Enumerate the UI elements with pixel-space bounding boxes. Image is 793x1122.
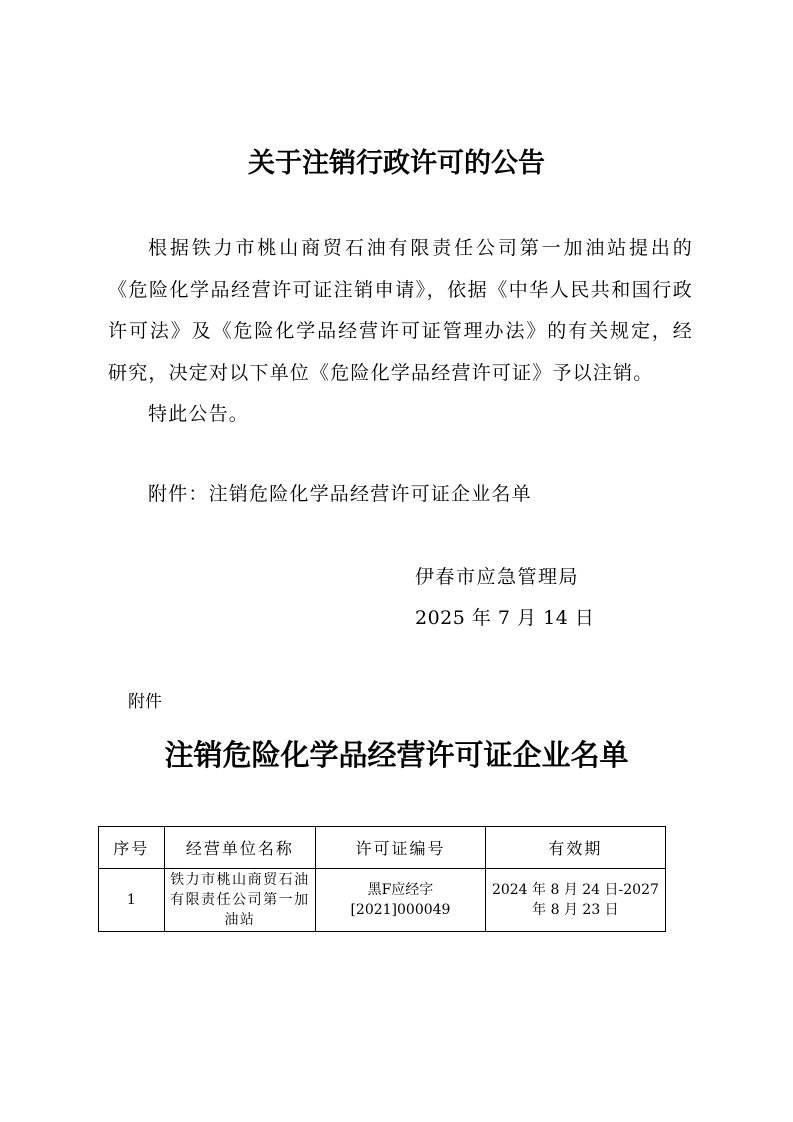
cell-validity: 2024 年 8 月 24 日-2027 年 8 月 23 日 bbox=[485, 869, 665, 932]
table-header-row bbox=[99, 827, 666, 869]
annex-label: 附件 bbox=[128, 692, 162, 712]
header-validity: 有效期 bbox=[485, 827, 665, 869]
signature-organization: 伊春市应急管理局 bbox=[415, 566, 580, 588]
cell-company-name: 铁力市桃山商贸石油有限责任公司第一加油站 bbox=[164, 869, 315, 932]
table-row bbox=[99, 869, 666, 932]
notice-closing: 特此公告。 bbox=[148, 403, 250, 425]
header-license-number: 许可证编号 bbox=[316, 827, 486, 869]
license-table bbox=[98, 826, 666, 932]
attachment-note: 附件：注销危险化学品经营许可证企业名单 bbox=[148, 483, 532, 505]
notice-paragraph: 根据铁力市桃山商贸石油有限责任公司第一加油站提出的《危险化学品经营许可证注销申请》，依据《中华人民共和国行政许可法》及《危险化学品经营许可证管理办法》的有关规定，经研究，决定对以下单位《危险化学品经营许可证》予以注销。 bbox=[108, 237, 693, 384]
cell-serial: 1 bbox=[99, 869, 165, 932]
notice-title: 关于注销行政许可的公告 bbox=[248, 148, 545, 179]
notice-body bbox=[108, 228, 693, 436]
signature-date: 2025 年 7 月 14 日 bbox=[415, 607, 595, 629]
header-serial: 序号 bbox=[99, 827, 165, 869]
header-company-name: 经营单位名称 bbox=[164, 827, 315, 869]
annex-title: 注销危险化学品经营许可证企业名单 bbox=[164, 738, 629, 772]
cell-license-number: 黑F应经字[2021]000049 bbox=[316, 869, 486, 932]
